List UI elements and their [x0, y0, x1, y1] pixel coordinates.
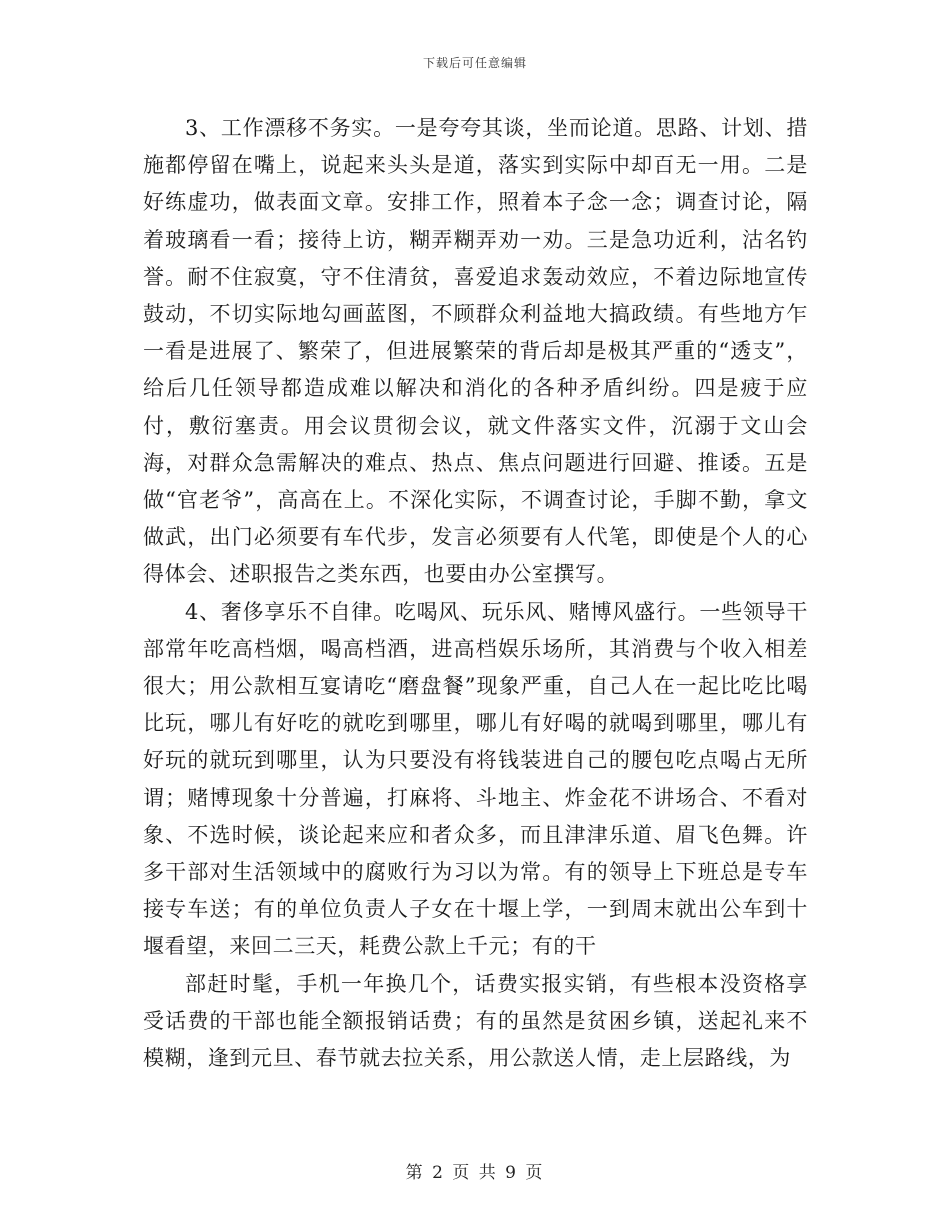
paragraph-continuation: 部赶时髦，手机一年换几个，话费实报实销，有些根本没资格享受话费的干部也能全额报销话费；有的虽然是贫困乡镇，送起礼来不模糊，逢到元旦、春节就去拉关系，用公款送人情，走上层路线，为 — [143, 971, 808, 1071]
paragraph-item-3: 3、工作漂移不务实。一是夸夸其谈，坐而论道。思路、计划、措施都停留在嘴上，说起来头头是道，落实到实际中却百无一用。二是好练虚功，做表面文章。安排工作，照着本子念一念；调查讨论，隔着玻璃看一看；接待上访，糊弄糊弄劝一劝。三是急功近利，沽名钓誉。耐不住寂寞，守不住清贫，喜爱追求轰动效应，不着边际地宣传鼓动，不切实际地勾画蓝图，不顾群众利益地大搞政绩。有些地方乍一看是进展了、繁荣了，但进展繁荣的背后却是极其严重的“透支”，给后几任领导都造成难以解决和消化的各种矛盾纠纷。四是疲于应付，敷衍塞责。用会议贯彻会议，就文件落实文件，沉溺于文山会海，对群众急需解决的难点、热点、焦点问题进行回避、推诿。五是做“官老爷”，高高在上。不深化实际，不调查讨论，手脚不勤，拿文做武，出门必须要有车代步，发言必须要有人代笔，即使是个人的心得体会、述职报告之类东西，也要由办公室撰写。 — [143, 116, 808, 587]
page-header-note: 下载后可任意编辑 — [422, 56, 527, 70]
paragraph-item-4: 4、奢侈享乐不自律。吃喝风、玩乐风、赌博风盛行。一些领导干部常年吃高档烟，喝高档酒，进高档娱乐场所，其消费与个收入相差很大；用公款相互宴请吃“磨盘餐”现象严重，自己人在一起比吃比喝比玩，哪儿有好吃的就吃到哪里，哪儿有好喝的就喝到哪里，哪儿有好玩的就玩到哪里，认为只要没有将钱装进自己的腰包吃点喝占无所谓；赌博现象十分普遍，打麻将、斗地主、炸金花不讲场合、不看对象、不选时候，谈论起来应和者众多，而且津津乐道、眉飞色舞。许多干部对生活领域中的腐败行为习以为常。有的领导上下班总是专车接专车送；有的单位负责人子女在十堰上学，一到周末就出公车到十堰看望，来回二三天，耗费公款上千元；有的干 — [143, 599, 808, 959]
document-body — [143, 110, 808, 1077]
page-number-footer: 第 2 页 共 9 页 — [405, 1163, 545, 1183]
